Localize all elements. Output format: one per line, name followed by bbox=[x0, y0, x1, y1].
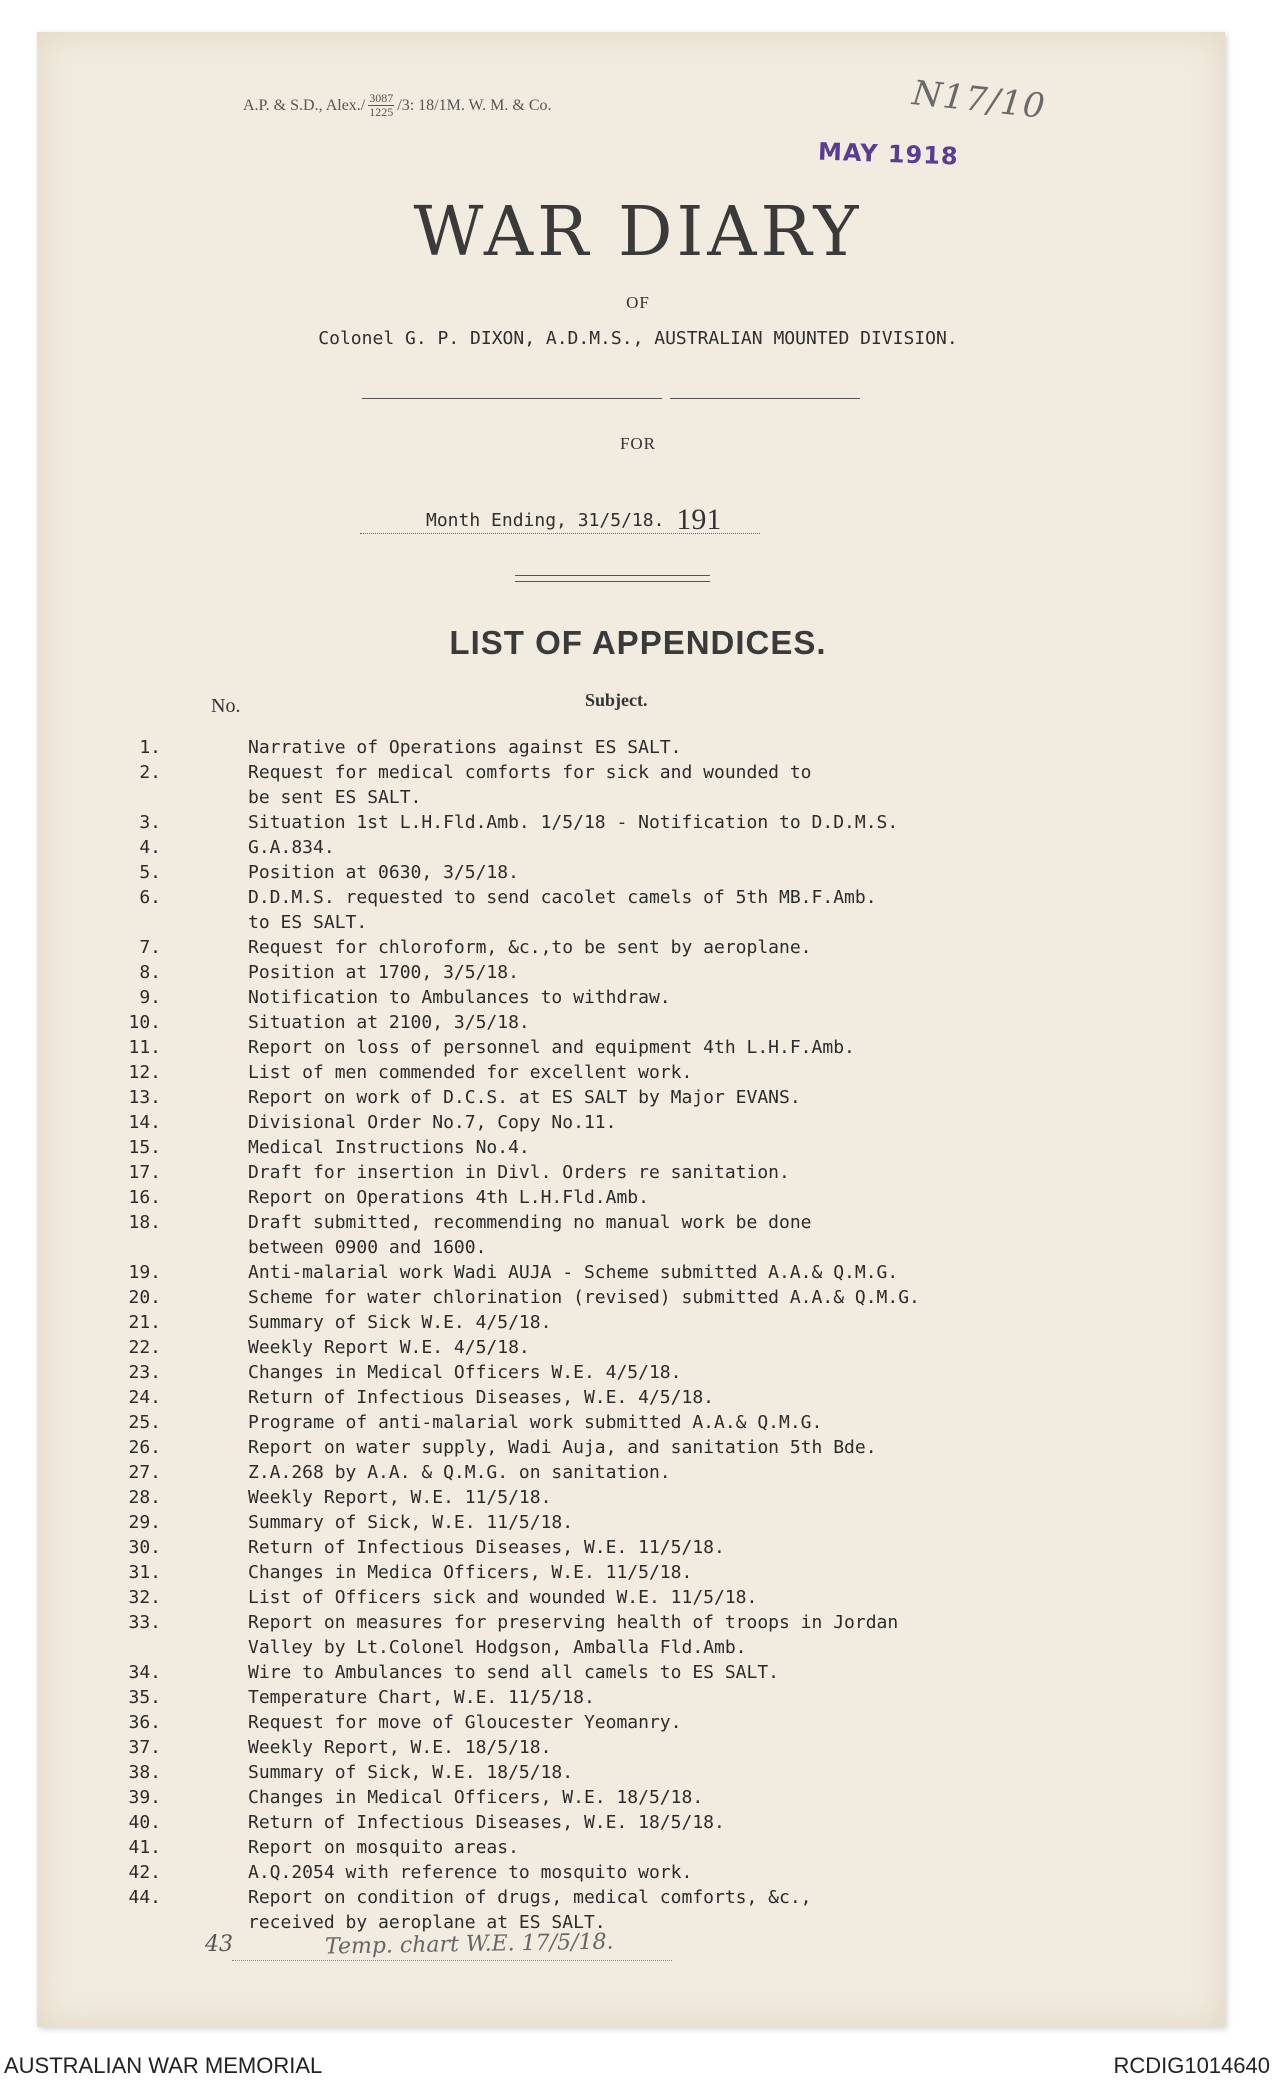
appendix-row bbox=[0, 860, 1276, 885]
appendix-subject: Temperature Chart, W.E. 11/5/18. bbox=[248, 1687, 595, 1708]
appendix-row bbox=[0, 1460, 1276, 1485]
appendix-number: 11. bbox=[128, 1037, 161, 1058]
appendix-row bbox=[0, 1385, 1276, 1410]
date-stamp: MAY 1918 bbox=[817, 137, 960, 171]
appendix-row bbox=[0, 1535, 1276, 1560]
appendix-number: 33. bbox=[128, 1612, 161, 1633]
appendix-subject: Changes in Medical Officers, W.E. 18/5/18. bbox=[248, 1787, 704, 1808]
appendix-subject: Report on loss of personnel and equipment 4th L.H.F.Amb. bbox=[248, 1037, 855, 1058]
appendix-row bbox=[0, 1610, 1276, 1660]
appendix-number: 4. bbox=[139, 837, 161, 858]
month-ending-text: Month Ending, 31/5/18. bbox=[426, 510, 665, 531]
appendix-number: 8. bbox=[139, 962, 161, 983]
appendix-number: 28. bbox=[128, 1487, 161, 1508]
appendix-subject: Return of Infectious Diseases, W.E. 4/5/18. bbox=[248, 1387, 714, 1408]
appendix-subject: Report on measures for preserving health of troops in Jordan Valley by Lt.Colonel Hodgson, Amballa Fld.Amb. bbox=[248, 1612, 899, 1658]
appendix-number: 41. bbox=[128, 1837, 161, 1858]
appendix-subject: Anti-malarial work Wadi AUJA - Scheme submitted A.A.& Q.M.G. bbox=[248, 1262, 899, 1283]
double-rule-bottom bbox=[515, 581, 710, 582]
column-header-no: No. bbox=[211, 695, 241, 717]
appendix-number: 12. bbox=[128, 1062, 161, 1083]
appendix-subject: Summary of Sick W.E. 4/5/18. bbox=[248, 1312, 552, 1333]
appendix-subject: Summary of Sick, W.E. 18/5/18. bbox=[248, 1762, 574, 1783]
appendix-subject: Weekly Report W.E. 4/5/18. bbox=[248, 1337, 530, 1358]
appendix-number: 39. bbox=[128, 1787, 161, 1808]
handwritten-reference: N17/10 bbox=[910, 73, 1048, 127]
handwritten-note-underline bbox=[232, 1960, 672, 1961]
appendix-row bbox=[0, 1010, 1276, 1035]
appendix-row bbox=[0, 1135, 1276, 1160]
appendix-number: 20. bbox=[128, 1287, 161, 1308]
appendix-row bbox=[0, 1185, 1276, 1210]
handwritten-number: 43 bbox=[205, 1932, 233, 1957]
double-rule-top bbox=[515, 575, 710, 576]
appendix-number: 37. bbox=[128, 1737, 161, 1758]
appendix-row bbox=[0, 1435, 1276, 1460]
appendix-subject: Wire to Ambulances to send all camels to ES SALT. bbox=[248, 1662, 780, 1683]
appendix-number: 30. bbox=[128, 1537, 161, 1558]
printer-reference-fraction bbox=[368, 92, 394, 119]
appendix-subject: Report on condition of drugs, medical comforts, &c., received by aeroplane at ES SALT. bbox=[248, 1887, 812, 1933]
appendix-subject: Request for medical comforts for sick and wounded to be sent ES SALT. bbox=[248, 762, 812, 808]
appendix-number: 35. bbox=[128, 1687, 161, 1708]
appendix-subject: Changes in Medical Officers W.E. 4/5/18. bbox=[248, 1362, 682, 1383]
appendix-number: 34. bbox=[128, 1662, 161, 1683]
appendix-number: 15. bbox=[128, 1137, 161, 1158]
appendix-subject: Programe of anti-malarial work submitted A.A.& Q.M.G. bbox=[248, 1412, 823, 1433]
dotted-rule bbox=[360, 533, 760, 534]
appendix-number: 2. bbox=[139, 762, 161, 783]
appendix-row bbox=[0, 885, 1276, 935]
column-header-subject: Subject. bbox=[585, 690, 648, 710]
appendix-row bbox=[0, 1410, 1276, 1435]
appendix-row bbox=[0, 1210, 1276, 1260]
diary-subject: Colonel G. P. DIXON, A.D.M.S., AUSTRALIAN MOUNTED DIVISION. bbox=[318, 328, 958, 349]
appendix-row bbox=[0, 1735, 1276, 1760]
appendix-subject: Position at 0630, 3/5/18. bbox=[248, 862, 519, 883]
appendix-number: 10. bbox=[128, 1012, 161, 1033]
appendix-row bbox=[0, 935, 1276, 960]
appendix-number: 21. bbox=[128, 1312, 161, 1333]
printer-reference-numerator: 3087 bbox=[369, 91, 394, 105]
appendix-row bbox=[0, 1485, 1276, 1510]
printer-reference-denominator: 1225 bbox=[369, 105, 394, 119]
of-label: OF bbox=[626, 293, 650, 312]
list-title: LIST OF APPENDICES. bbox=[449, 624, 827, 661]
appendix-subject: Situation 1st L.H.Fld.Amb. 1/5/18 - Notification to D.D.M.S. bbox=[248, 812, 899, 833]
appendix-row bbox=[0, 1035, 1276, 1060]
footer-archive-name: AUSTRALIAN WAR MEMORIAL bbox=[4, 2053, 323, 2078]
appendix-number: 36. bbox=[128, 1712, 161, 1733]
footer-record-id: RCDIG1014640 bbox=[1113, 2053, 1270, 2078]
appendix-subject: Draft submitted, recommending no manual work be done between 0900 and 1600. bbox=[248, 1212, 812, 1258]
appendix-subject: Report on water supply, Wadi Auja, and sanitation 5th Bde. bbox=[248, 1437, 877, 1458]
appendix-subject: Position at 1700, 3/5/18. bbox=[248, 962, 519, 983]
appendix-row bbox=[0, 1760, 1276, 1785]
appendix-row bbox=[0, 960, 1276, 985]
appendix-row bbox=[0, 1860, 1276, 1885]
appendix-row bbox=[0, 810, 1276, 835]
appendix-subject: A.Q.2054 with reference to mosquito work. bbox=[248, 1862, 693, 1883]
appendix-row bbox=[0, 1060, 1276, 1085]
appendix-number: 42. bbox=[128, 1862, 161, 1883]
appendix-subject: Z.A.268 by A.A. & Q.M.G. on sanitation. bbox=[248, 1462, 671, 1483]
appendix-row bbox=[0, 835, 1276, 860]
appendix-row bbox=[0, 735, 1276, 760]
appendix-subject: Situation at 2100, 3/5/18. bbox=[248, 1012, 530, 1033]
appendix-number: 22. bbox=[128, 1337, 161, 1358]
divider-line bbox=[670, 398, 860, 399]
appendix-subject: Report on Operations 4th L.H.Fld.Amb. bbox=[248, 1187, 649, 1208]
appendix-row bbox=[0, 1260, 1276, 1285]
for-label: FOR bbox=[619, 434, 657, 453]
appendix-subject: Return of Infectious Diseases, W.E. 11/5/18. bbox=[248, 1537, 725, 1558]
appendix-row bbox=[0, 1285, 1276, 1310]
appendix-number: 44. bbox=[128, 1887, 161, 1908]
printer-reference-suffix: /3: 18/1M. W. M. & Co. bbox=[397, 96, 552, 114]
appendix-number: 9. bbox=[139, 987, 161, 1008]
appendix-subject: Scheme for water chlorination (revised) submitted A.A.& Q.M.G. bbox=[248, 1287, 920, 1308]
appendix-subject: Return of Infectious Diseases, W.E. 18/5/18. bbox=[248, 1812, 725, 1833]
appendix-number: 5. bbox=[139, 862, 161, 883]
appendix-number: 23. bbox=[128, 1362, 161, 1383]
appendix-row bbox=[0, 1785, 1276, 1810]
appendix-number: 27. bbox=[128, 1462, 161, 1483]
appendix-subject: Summary of Sick, W.E. 11/5/18. bbox=[248, 1512, 574, 1533]
appendix-number: 17. bbox=[128, 1162, 161, 1183]
appendix-row bbox=[0, 1310, 1276, 1335]
appendix-number: 1. bbox=[139, 737, 161, 758]
appendix-row bbox=[0, 1110, 1276, 1135]
appendix-row bbox=[0, 1160, 1276, 1185]
appendix-subject: Report on work of D.C.S. at ES SALT by Major EVANS. bbox=[248, 1087, 801, 1108]
month-ending-line bbox=[426, 500, 721, 534]
appendix-number: 6. bbox=[139, 887, 161, 908]
appendix-list bbox=[0, 735, 1276, 1935]
appendix-row bbox=[0, 1885, 1276, 1935]
appendix-subject: Changes in Medica Officers, W.E. 11/5/18. bbox=[248, 1562, 693, 1583]
appendix-subject: Divisional Order No.7, Copy No.11. bbox=[248, 1112, 617, 1133]
appendix-subject: Weekly Report, W.E. 11/5/18. bbox=[248, 1487, 552, 1508]
appendix-row bbox=[0, 1085, 1276, 1110]
appendix-number: 25. bbox=[128, 1412, 161, 1433]
appendix-row bbox=[0, 760, 1276, 810]
appendix-number: 29. bbox=[128, 1512, 161, 1533]
appendix-row bbox=[0, 1360, 1276, 1385]
appendix-number: 19. bbox=[128, 1262, 161, 1283]
divider-line bbox=[362, 398, 662, 399]
appendix-subject: G.A.834. bbox=[248, 837, 335, 858]
appendix-number: 14. bbox=[128, 1112, 161, 1133]
appendix-number: 13. bbox=[128, 1087, 161, 1108]
appendix-number: 31. bbox=[128, 1562, 161, 1583]
appendix-subject: Draft for insertion in Divl. Orders re sanitation. bbox=[248, 1162, 790, 1183]
appendix-number: 24. bbox=[128, 1387, 161, 1408]
printer-reference-prefix: A.P. & S.D., Alex./ bbox=[243, 96, 366, 114]
appendix-subject: Narrative of Operations against ES SALT. bbox=[248, 737, 682, 758]
appendix-row bbox=[0, 1685, 1276, 1710]
appendix-number: 16. bbox=[128, 1187, 161, 1208]
appendix-row bbox=[0, 1835, 1276, 1860]
appendix-row bbox=[0, 985, 1276, 1010]
appendix-subject: Notification to Ambulances to withdraw. bbox=[248, 987, 671, 1008]
printer-reference bbox=[243, 92, 552, 119]
handwritten-note: Temp. chart W.E. 17/5/18. bbox=[324, 1929, 614, 1960]
printed-year: 191 bbox=[676, 503, 722, 536]
appendix-subject: List of Officers sick and wounded W.E. 11/5/18. bbox=[248, 1587, 758, 1608]
appendix-subject: D.D.M.S. requested to send cacolet camels of 5th MB.F.Amb. to ES SALT. bbox=[248, 887, 877, 933]
appendix-subject: Medical Instructions No.4. bbox=[248, 1137, 530, 1158]
appendix-number: 18. bbox=[128, 1212, 161, 1233]
appendix-number: 38. bbox=[128, 1762, 161, 1783]
appendix-number: 26. bbox=[128, 1437, 161, 1458]
appendix-subject: List of men commended for excellent work. bbox=[248, 1062, 693, 1083]
appendix-row bbox=[0, 1560, 1276, 1585]
appendix-number: 40. bbox=[128, 1812, 161, 1833]
appendix-number: 3. bbox=[139, 812, 161, 833]
appendix-number: 32. bbox=[128, 1587, 161, 1608]
appendix-subject: Request for chloroform, &c.,to be sent by aeroplane. bbox=[248, 937, 812, 958]
appendix-row bbox=[0, 1710, 1276, 1735]
appendix-row bbox=[0, 1660, 1276, 1685]
appendix-row bbox=[0, 1335, 1276, 1360]
appendix-subject: Weekly Report, W.E. 18/5/18. bbox=[248, 1737, 552, 1758]
appendix-row bbox=[0, 1810, 1276, 1835]
appendix-row bbox=[0, 1510, 1276, 1535]
page-title: WAR DIARY bbox=[413, 193, 863, 272]
appendix-row bbox=[0, 1585, 1276, 1610]
appendix-subject: Report on mosquito areas. bbox=[248, 1837, 519, 1858]
appendix-number: 7. bbox=[139, 937, 161, 958]
appendix-subject: Request for move of Gloucester Yeomanry. bbox=[248, 1712, 682, 1733]
